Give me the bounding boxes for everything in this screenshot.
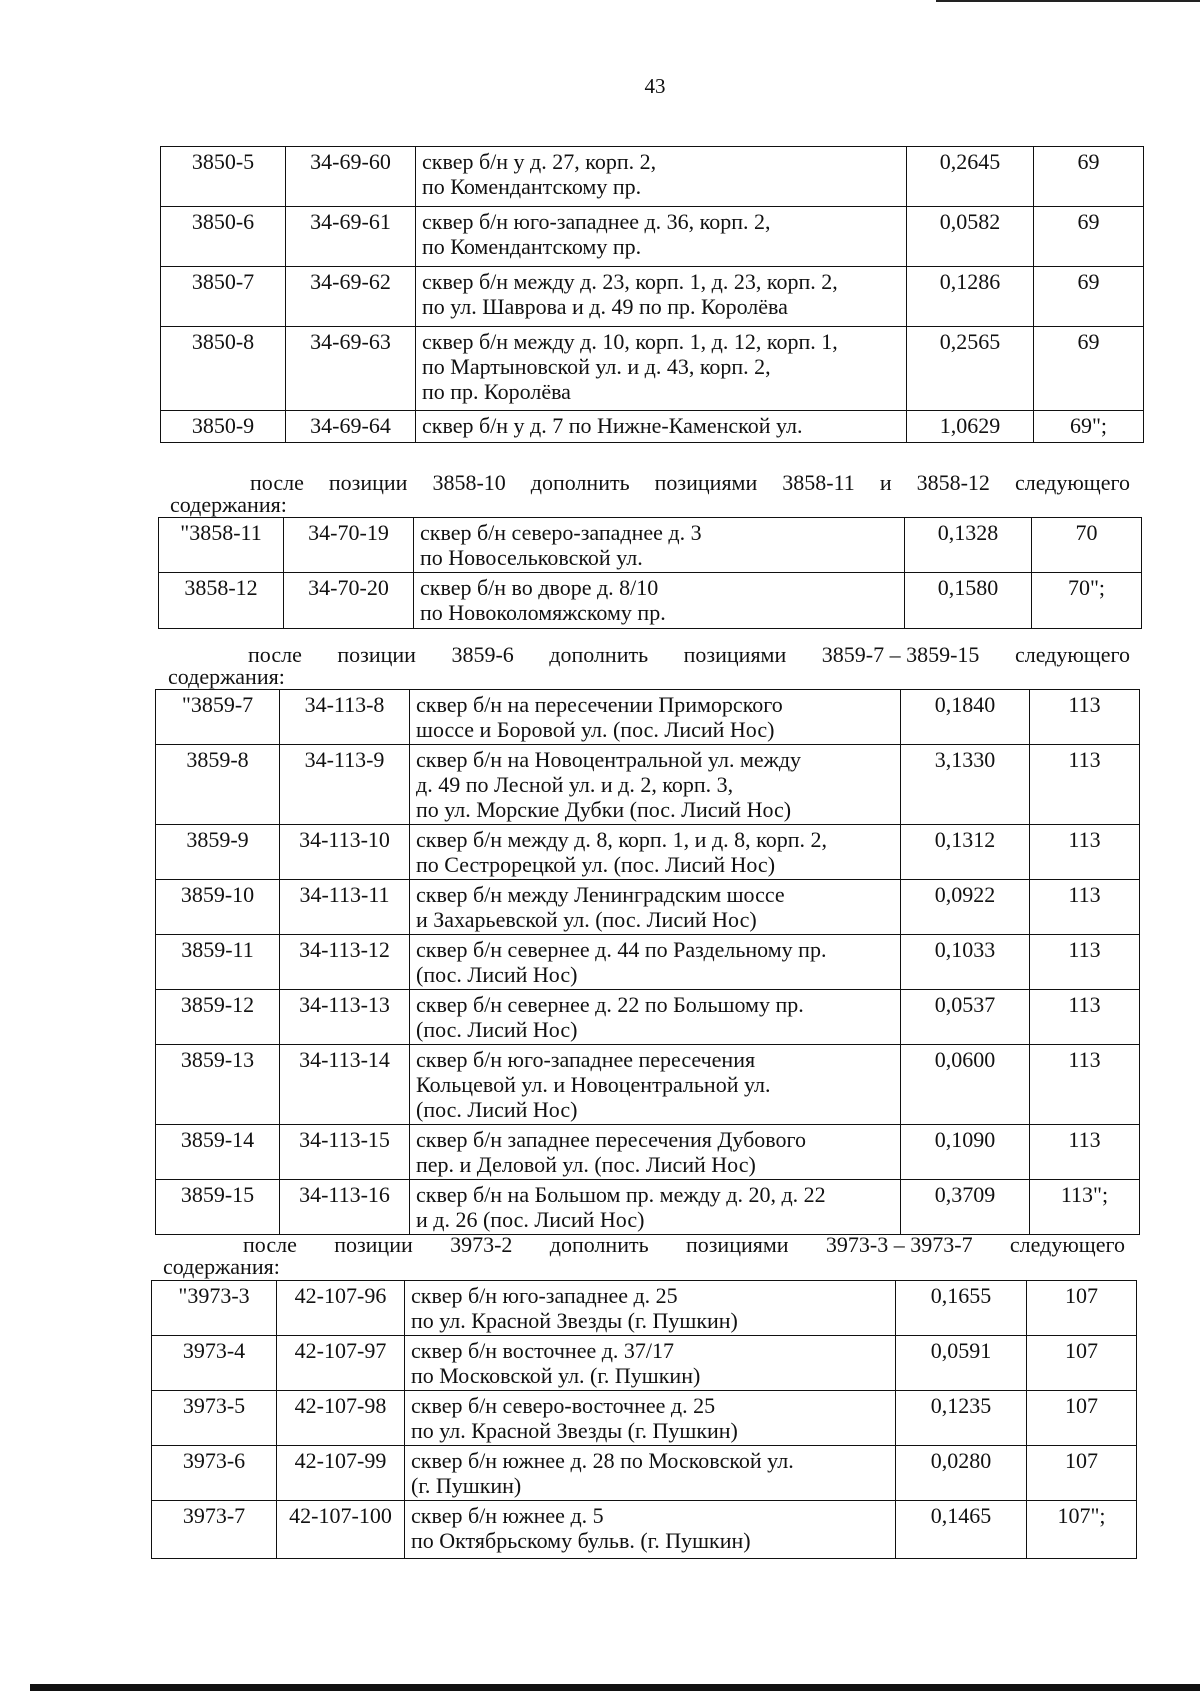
position-number: 3850-8 (161, 327, 286, 411)
object-code: 34-70-20 (284, 573, 414, 629)
object-description: сквер б/н юго-западнее пересечения Кольцевой ул. и Новоцентральной ул. (пос. Лисий Нос) (410, 1045, 901, 1125)
position-number: 3850-6 (161, 207, 286, 267)
table-row (161, 207, 1144, 267)
object-area: 0,1235 (896, 1391, 1027, 1446)
object-description: сквер б/н южнее д. 28 по Московской ул. (г. Пушкин) (405, 1446, 896, 1501)
table-row (161, 147, 1144, 207)
district-number: 69 (1034, 147, 1144, 207)
district-number: 69 (1034, 267, 1144, 327)
table-row (156, 880, 1140, 935)
position-number: 3859-13 (156, 1045, 280, 1125)
object-description: сквер б/н на Новоцентральной ул. между д. 49 по Лесной ул. и д. 2, корп. 3, по ул. Морские Дубки (пос. Лисий Нос) (410, 745, 901, 825)
object-description: сквер б/н во дворе д. 8/10 по Новоколомяжскому пр. (414, 573, 905, 629)
amendment-paragraph: после позиции 3859-6 дополнить позициями 3859-7 – 3859-15 следующего содержания: (168, 642, 1130, 689)
object-description: сквер б/н между д. 8, корп. 1, и д. 8, корп. 2, по Сестрорецкой ул. (пос. Лисий Нос) (410, 825, 901, 880)
object-area: 0,0591 (896, 1336, 1027, 1391)
position-number: 3850-5 (161, 147, 286, 207)
object-description: сквер б/н южнее д. 5 по Октябрьскому бульв. (г. Пушкин) (405, 1501, 896, 1559)
position-number: 3859-8 (156, 745, 280, 825)
object-code: 34-69-62 (286, 267, 416, 327)
object-area: 0,0582 (907, 207, 1034, 267)
district-number: 70"; (1032, 573, 1142, 629)
position-number: 3973-6 (152, 1446, 277, 1501)
district-number: 107"; (1027, 1501, 1137, 1559)
object-code: 42-107-98 (277, 1391, 405, 1446)
table-row (156, 745, 1140, 825)
object-area: 0,1465 (896, 1501, 1027, 1559)
table-row (159, 573, 1142, 629)
object-description: сквер б/н западнее пересечения Дубового пер. и Деловой ул. (пос. Лисий Нос) (410, 1125, 901, 1180)
object-description: сквер б/н севернее д. 22 по Большому пр. (пос. Лисий Нос) (410, 990, 901, 1045)
position-number: 3859-10 (156, 880, 280, 935)
district-number: 69"; (1034, 411, 1144, 443)
position-number: "3859-7 (156, 690, 280, 745)
district-number: 69 (1034, 207, 1144, 267)
table-row (161, 327, 1144, 411)
object-area: 0,1033 (901, 935, 1030, 990)
table-row (159, 518, 1142, 573)
object-description: сквер б/н восточнее д. 37/17 по Московской ул. (г. Пушкин) (405, 1336, 896, 1391)
district-number: 113 (1030, 745, 1140, 825)
object-area: 0,1090 (901, 1125, 1030, 1180)
object-description: сквер б/н юго-западнее д. 36, корп. 2, по Комендантскому пр. (416, 207, 907, 267)
district-number: 113 (1030, 990, 1140, 1045)
district-number: 69 (1034, 327, 1144, 411)
object-code: 42-107-97 (277, 1336, 405, 1391)
object-code: 34-113-9 (280, 745, 410, 825)
district-number: 107 (1027, 1281, 1137, 1336)
table-row (152, 1281, 1137, 1336)
object-code: 34-69-60 (286, 147, 416, 207)
district-number: 107 (1027, 1336, 1137, 1391)
object-area: 0,1655 (896, 1281, 1027, 1336)
position-number: 3859-12 (156, 990, 280, 1045)
district-number: 107 (1027, 1446, 1137, 1501)
table-row (161, 267, 1144, 327)
position-number: "3858-11 (159, 518, 284, 573)
table-3973 (151, 1280, 1137, 1559)
object-area: 0,0600 (901, 1045, 1030, 1125)
object-area: 0,2565 (907, 327, 1034, 411)
table-row (152, 1391, 1137, 1446)
position-number: 3858-12 (159, 573, 284, 629)
table-row (156, 690, 1140, 745)
object-area: 0,1286 (907, 267, 1034, 327)
object-area: 0,1840 (901, 690, 1030, 745)
position-number: 3973-7 (152, 1501, 277, 1559)
position-number: 3859-15 (156, 1180, 280, 1235)
object-description: сквер б/н между д. 23, корп. 1, д. 23, корп. 2, по ул. Шаврова и д. 49 по пр. Королёва (416, 267, 907, 327)
district-number: 113 (1030, 1045, 1140, 1125)
object-area: 3,1330 (901, 745, 1030, 825)
district-number: 113"; (1030, 1180, 1140, 1235)
object-description: сквер б/н между Ленинградским шоссе и Захарьевской ул. (пос. Лисий Нос) (410, 880, 901, 935)
object-code: 34-70-19 (284, 518, 414, 573)
district-number: 70 (1032, 518, 1142, 573)
table-row (156, 1180, 1140, 1235)
top-rule (936, 0, 1200, 2)
object-description: сквер б/н юго-западнее д. 25 по ул. Красной Звезды (г. Пушкин) (405, 1281, 896, 1336)
table-row (161, 411, 1144, 443)
bottom-rule (30, 1684, 1200, 1691)
object-description: сквер б/н северо-восточнее д. 25 по ул. Красной Звезды (г. Пушкин) (405, 1391, 896, 1446)
object-area: 0,3709 (901, 1180, 1030, 1235)
district-number: 113 (1030, 880, 1140, 935)
object-code: 34-113-14 (280, 1045, 410, 1125)
table-row (152, 1446, 1137, 1501)
position-number: 3859-14 (156, 1125, 280, 1180)
amendment-paragraph: после позиции 3973-2 дополнить позициями 3973-3 – 3973-7 следующего содержания: (163, 1232, 1125, 1279)
table-row (152, 1501, 1137, 1559)
district-number: 113 (1030, 935, 1140, 990)
object-area: 1,0629 (907, 411, 1034, 443)
object-description: сквер б/н между д. 10, корп. 1, д. 12, корп. 1, по Мартыновской ул. и д. 43, корп. 2, по пр. Королёва (416, 327, 907, 411)
amendment-paragraph: после позиции 3858-10 дополнить позициями 3858-11 и 3858-12 следующего содержания: (170, 470, 1130, 517)
table-row (156, 1045, 1140, 1125)
table-3850 (160, 146, 1144, 443)
object-description: сквер б/н на пересечении Приморского шоссе и Боровой ул. (пос. Лисий Нос) (410, 690, 901, 745)
object-code: 42-107-96 (277, 1281, 405, 1336)
object-description: сквер б/н севернее д. 44 по Раздельному пр. (пос. Лисий Нос) (410, 935, 901, 990)
object-code: 42-107-99 (277, 1446, 405, 1501)
object-area: 0,0280 (896, 1446, 1027, 1501)
table-row (156, 825, 1140, 880)
position-number: 3850-9 (161, 411, 286, 443)
object-area: 0,0537 (901, 990, 1030, 1045)
object-code: 34-113-8 (280, 690, 410, 745)
object-code: 34-113-13 (280, 990, 410, 1045)
object-area: 0,1580 (905, 573, 1032, 629)
object-code: 34-113-10 (280, 825, 410, 880)
object-description: сквер б/н северо-западнее д. 3 по Новосельковской ул. (414, 518, 905, 573)
object-description: сквер б/н на Большом пр. между д. 20, д. 22 и д. 26 (пос. Лисий Нос) (410, 1180, 901, 1235)
object-area: 0,0922 (901, 880, 1030, 935)
object-code: 34-113-16 (280, 1180, 410, 1235)
table-row (156, 935, 1140, 990)
object-code: 34-113-11 (280, 880, 410, 935)
object-code: 34-69-63 (286, 327, 416, 411)
position-number: 3973-4 (152, 1336, 277, 1391)
district-number: 113 (1030, 1125, 1140, 1180)
position-number: 3850-7 (161, 267, 286, 327)
object-area: 0,1328 (905, 518, 1032, 573)
object-code: 42-107-100 (277, 1501, 405, 1559)
position-number: 3859-11 (156, 935, 280, 990)
position-number: 3859-9 (156, 825, 280, 880)
object-area: 0,1312 (901, 825, 1030, 880)
table-3859 (155, 689, 1140, 1235)
object-code: 34-69-61 (286, 207, 416, 267)
table-row (156, 990, 1140, 1045)
table-row (156, 1125, 1140, 1180)
object-code: 34-113-12 (280, 935, 410, 990)
district-number: 113 (1030, 825, 1140, 880)
district-number: 113 (1030, 690, 1140, 745)
position-number: "3973-3 (152, 1281, 277, 1336)
page-number: 43 (644, 74, 666, 98)
object-code: 34-113-15 (280, 1125, 410, 1180)
object-description: сквер б/н у д. 7 по Нижне-Каменской ул. (416, 411, 907, 443)
table-3858 (158, 517, 1142, 629)
object-area: 0,2645 (907, 147, 1034, 207)
position-number: 3973-5 (152, 1391, 277, 1446)
district-number: 107 (1027, 1391, 1137, 1446)
table-row (152, 1336, 1137, 1391)
object-description: сквер б/н у д. 27, корп. 2, по Комендантскому пр. (416, 147, 907, 207)
object-code: 34-69-64 (286, 411, 416, 443)
